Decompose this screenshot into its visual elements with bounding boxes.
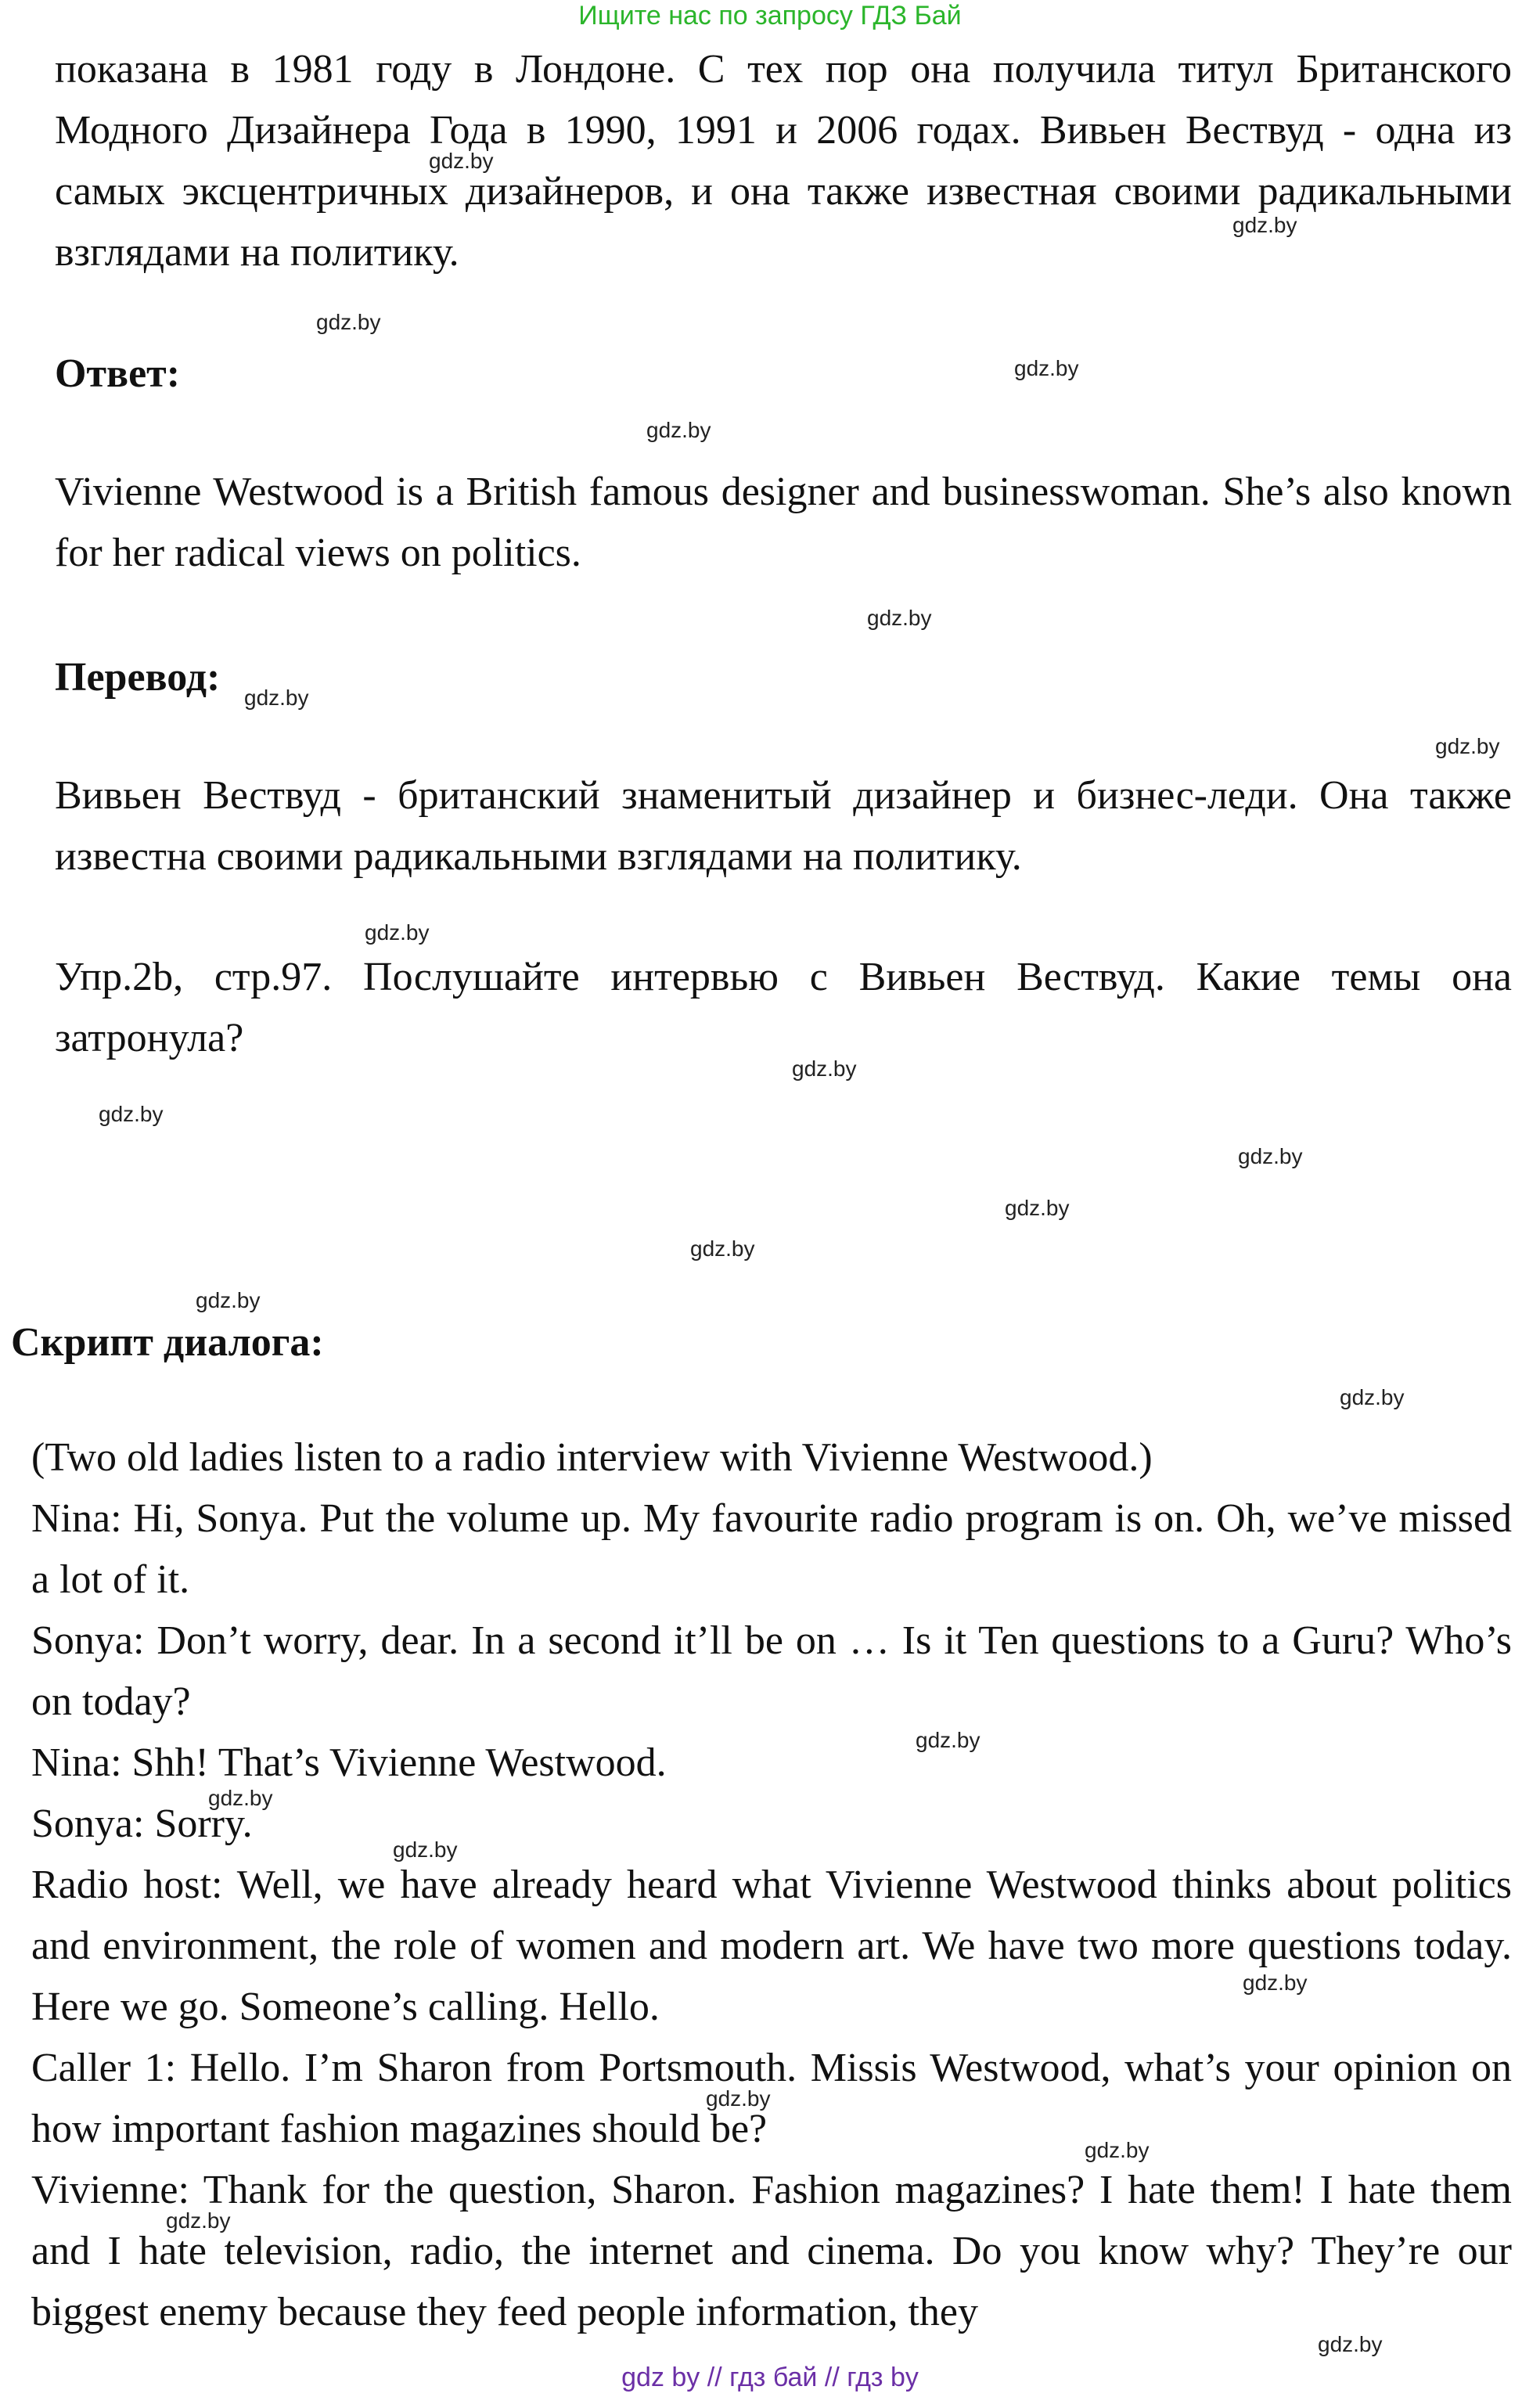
watermark: gdz.by xyxy=(792,1056,857,1081)
watermark: gdz.by xyxy=(1243,1971,1308,1995)
dialogue-line: Radio host: Well, we have already heard what Vivienne Westwood thinks about politics and environment, the role of women and modern art. We have two more questions today. Here we go. Someone’s calling. Hello. xyxy=(31,1863,1512,2029)
top-banner: Ищите нас по запросу ГДЗ Бай xyxy=(578,1,962,31)
watermark: gdz.by xyxy=(690,1236,755,1261)
dialogue-line: Vivienne: Thank for the question, Sharon. Fashion magazines? I hate them! I hate them and I hate television, radio, the internet and cinema. Do you know why? They’re our biggest enemy because they feed people information, they xyxy=(31,2168,1512,2334)
watermark: gdz.by xyxy=(393,1837,458,1862)
script-heading: Скрипт диалога: xyxy=(11,1320,324,1365)
translation-paragraph: Вивьен Вествуд - британский знаменитый дизайнер и бизнес-леди. Она также известна своими радикальными взглядами на политику. xyxy=(55,773,1512,879)
bottom-banner: gdz by // гдз бай // гдз by xyxy=(621,2363,919,2392)
watermark: gdz.by xyxy=(208,1786,273,1810)
watermark: gdz.by xyxy=(706,2086,771,2111)
exercise-paragraph: Упр.2b, стр.97. Послушайте интервью с Вивьен Вествуд. Какие темы она затронула? xyxy=(55,955,1512,1060)
watermark: gdz.by xyxy=(1238,1144,1303,1168)
dialogue-line: Nina: Shh! That’s Vivienne Westwood. xyxy=(31,1740,667,1785)
watermark: gdz.by xyxy=(429,149,494,173)
answer-paragraph: Vivienne Westwood is a British famous designer and businesswoman. She’s also known for her radical views on politics. xyxy=(55,470,1512,575)
watermark: gdz.by xyxy=(1232,213,1297,237)
dialogue-line: Caller 1: Hello. I’m Sharon from Portsmouth. Missis Westwood, what’s your opinion on how important fashion magazines should be? xyxy=(31,2046,1512,2151)
watermark: gdz.by xyxy=(316,310,381,334)
watermark: gdz.by xyxy=(1085,2138,1150,2162)
translation-heading: Перевод: xyxy=(55,655,221,700)
watermark: gdz.by xyxy=(1435,734,1500,758)
dialogue-line: Sonya: Sorry. xyxy=(31,1801,253,1846)
dialogue-line: (Two old ladies listen to a radio interview with Vivienne Westwood.) xyxy=(31,1435,1153,1480)
watermark: gdz.by xyxy=(244,686,309,710)
watermark: gdz.by xyxy=(1014,356,1079,380)
watermark: gdz.by xyxy=(1340,1385,1405,1409)
watermark: gdz.by xyxy=(646,418,711,442)
dialogue-line: Nina: Hi, Sonya. Put the volume up. My favourite radio program is on. Oh, we’ve missed a lot of it. xyxy=(31,1496,1512,1602)
watermark: gdz.by xyxy=(867,606,932,630)
watermark: gdz.by xyxy=(365,920,430,945)
watermark: gdz.by xyxy=(1005,1196,1070,1220)
watermark: gdz.by xyxy=(916,1728,980,1752)
watermark: gdz.by xyxy=(99,1102,164,1126)
intro-paragraph: показана в 1981 году в Лондоне. С тех пор она получила титул Британского Модного Дизайнера Года в 1990, 1991 и 2006 годах. Вивьен Вествуд - одна из самых эксцентричных дизайнеров, и она также известная своими радикальными взглядами на политику. xyxy=(55,47,1512,275)
watermark: gdz.by xyxy=(196,1288,261,1312)
watermark: gdz.by xyxy=(166,2208,231,2233)
answer-heading: Ответ: xyxy=(55,351,181,396)
dialogue-line: Sonya: Don’t worry, dear. In a second it’ll be on … Is it Ten questions to a Guru? Who’s on today? xyxy=(31,1618,1512,1724)
watermark: gdz.by xyxy=(1318,2332,1383,2356)
